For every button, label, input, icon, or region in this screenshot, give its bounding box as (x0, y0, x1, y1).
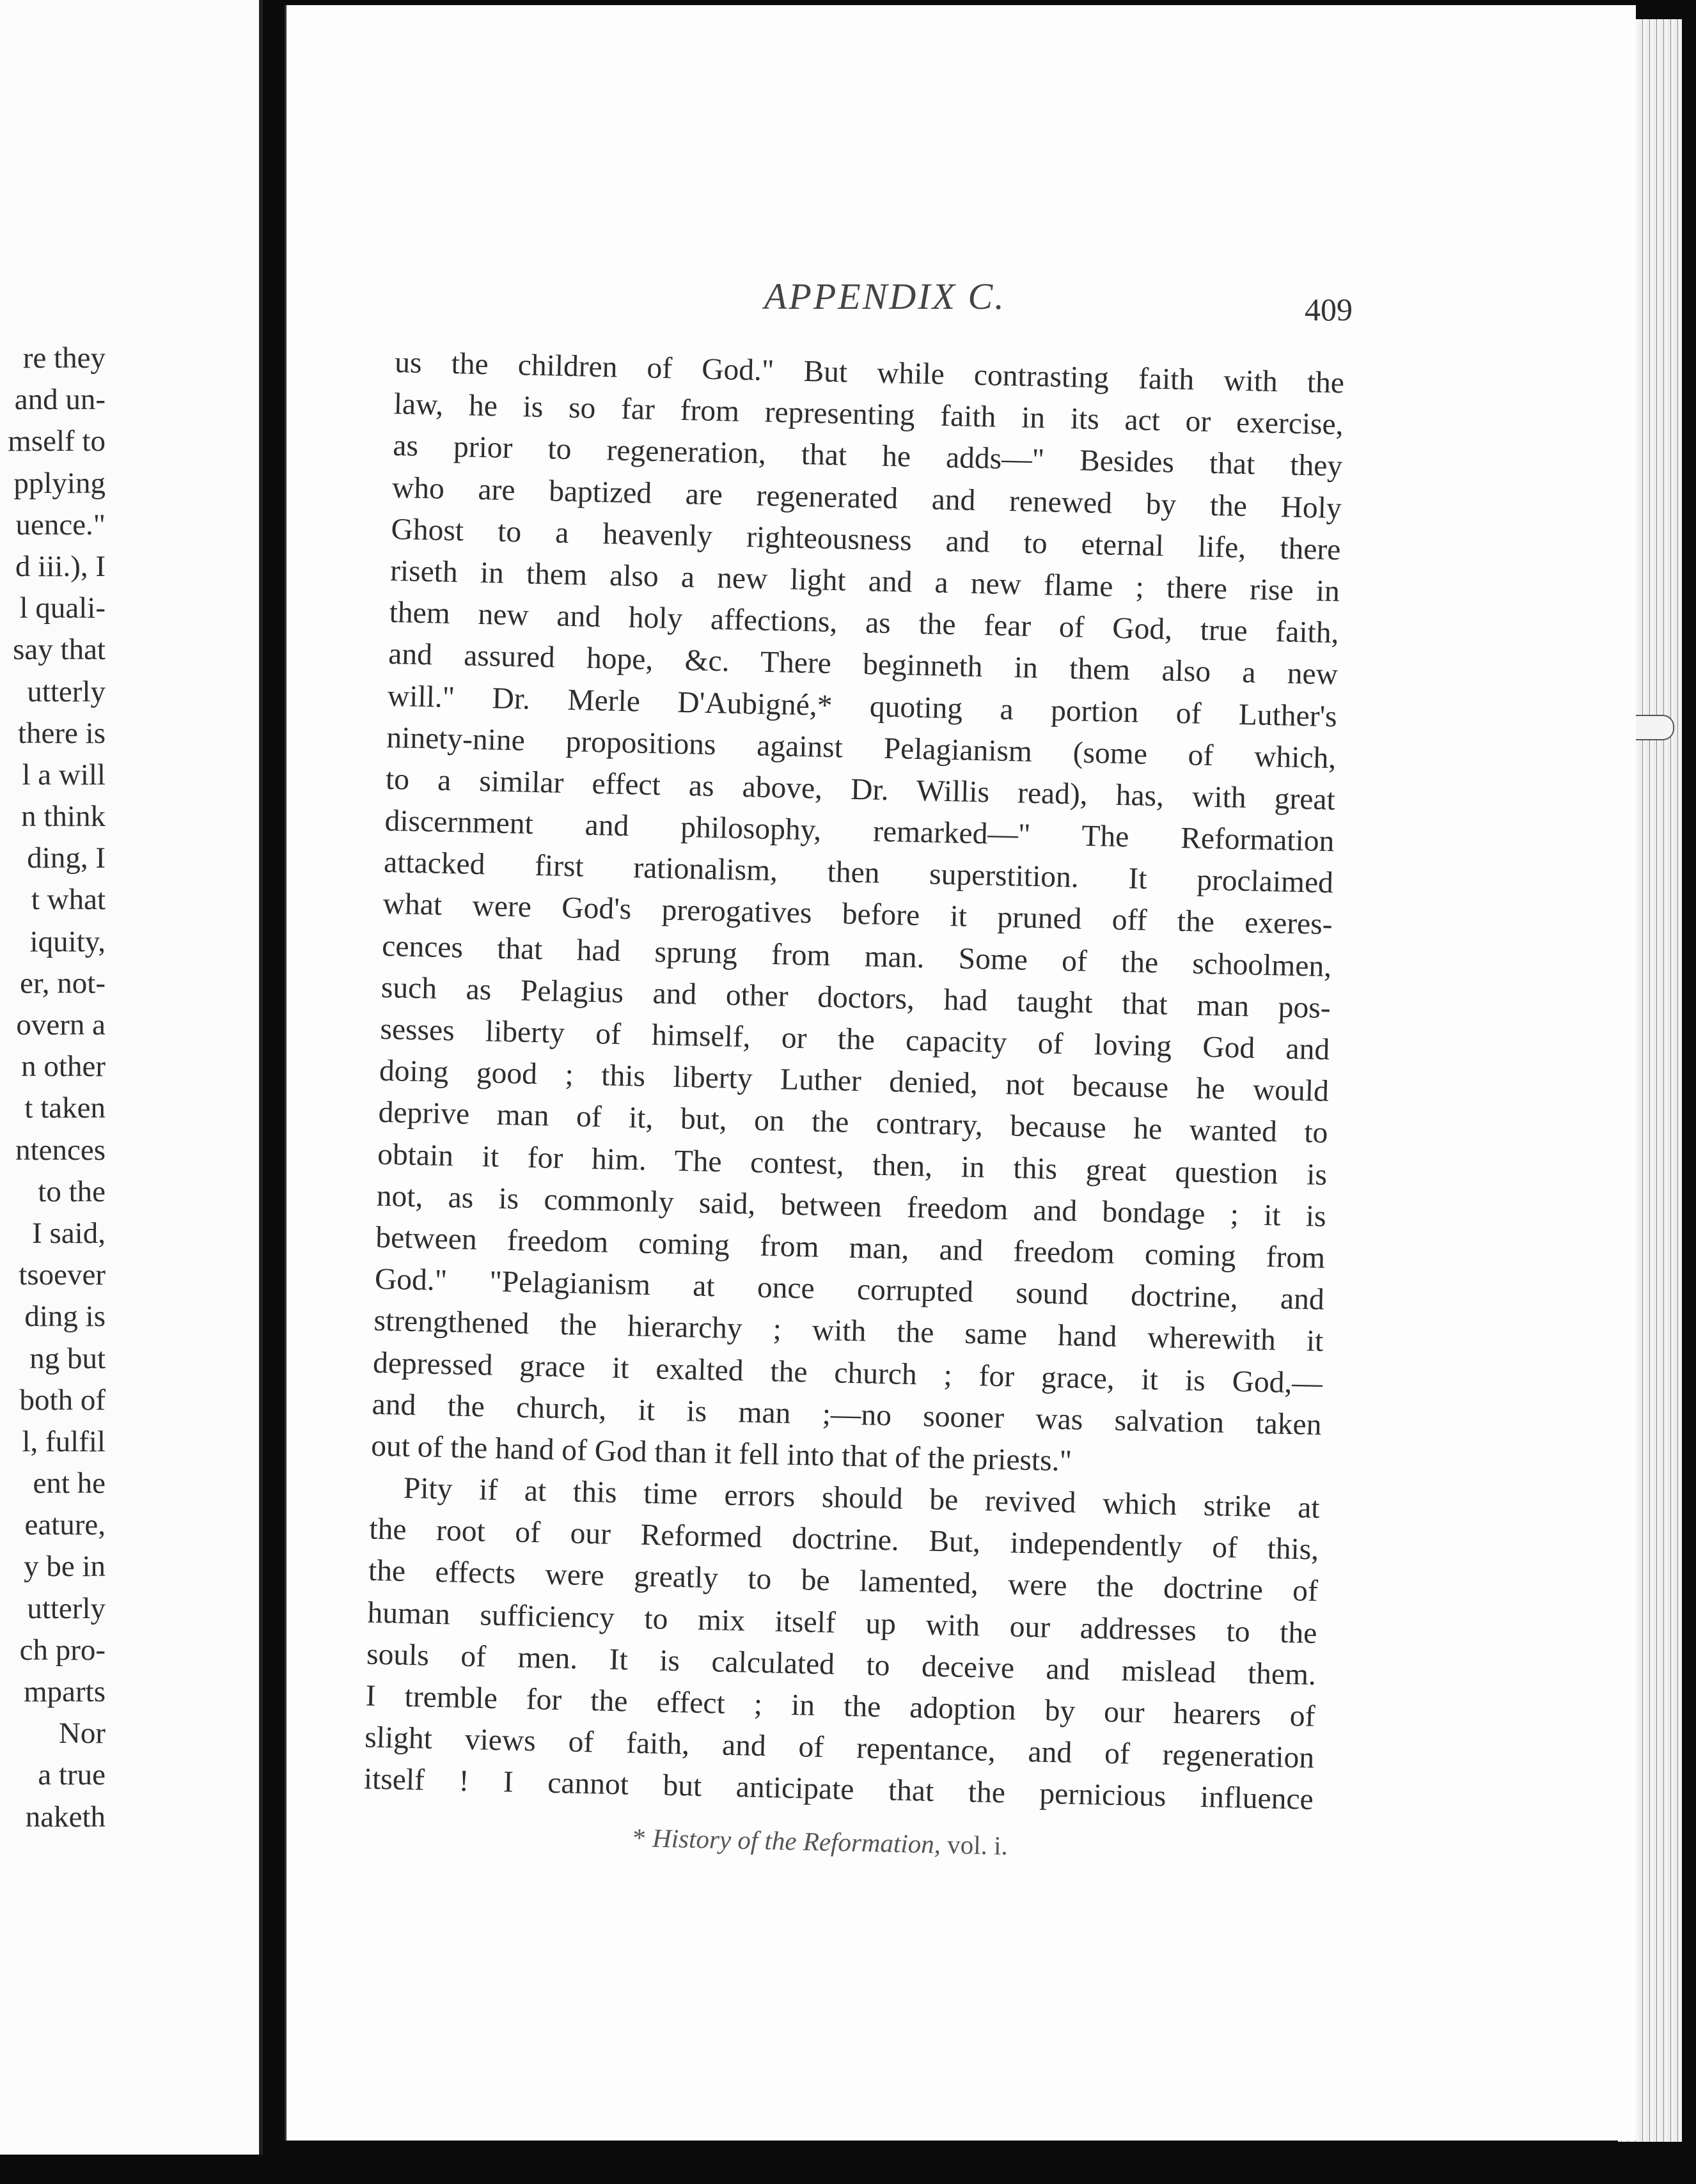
left-page-text (8, 338, 106, 1838)
left-line: l a will (22, 758, 106, 792)
left-line: re they (22, 341, 106, 375)
body-text (363, 342, 1344, 1821)
left-line: ent he (33, 1467, 106, 1501)
left-line: to the (38, 1174, 106, 1208)
left-line: n other (21, 1050, 106, 1084)
left-line: I said, (32, 1216, 106, 1250)
left-line: n think (21, 800, 106, 834)
text-line: doing good ; this liberty Luther denied, not because he would (379, 1054, 1330, 1109)
left-line: t what (31, 883, 106, 917)
text-line: God." "Pelagianism at once corrupted sound doctrine, and (374, 1262, 1325, 1317)
text-line: the effects were greatly to be lamented, were the doctrine of (368, 1554, 1319, 1609)
left-line: l, fulfil (22, 1424, 106, 1458)
text-line: itself ! I cannot but anticipate that the pernicious influence (363, 1762, 1314, 1817)
text-line: depressed grace it exalted the church ; for grace, it is God,— (372, 1346, 1323, 1400)
text-line: them new and holy affections, as the fear of God, true faith, (389, 596, 1339, 650)
left-line: Nor (58, 1717, 106, 1751)
text-line: deprive man of it, but, on the contrary, because he wanted to (378, 1096, 1328, 1150)
left-line: ng but (29, 1341, 106, 1375)
running-head: APPENDIX C. (764, 276, 1006, 317)
left-line: say that (13, 633, 106, 667)
text-line: not, as is commonly said, between freedom and bondage ; it is (376, 1179, 1327, 1233)
left-line: ding, I (27, 841, 106, 875)
text-line: us the children of God." But while contrasting faith with the (394, 345, 1345, 400)
text-line: as prior to regeneration, that he adds—" Besides that they (392, 429, 1343, 483)
text-line: who are baptized are regenerated and renewed by the Holy (391, 471, 1342, 525)
left-line: t taken (24, 1091, 106, 1125)
footnote-marker: * (632, 1822, 647, 1853)
left-line: iquity, (29, 924, 106, 958)
left-line: overn a (16, 1008, 106, 1041)
left-line: a true (38, 1758, 106, 1792)
page-number: 409 (1305, 292, 1353, 327)
left-line: y be in (24, 1550, 106, 1584)
left-line: l quali- (19, 591, 106, 625)
text-line: Ghost to a heavenly righteousness and to eternal life, there (391, 512, 1341, 567)
text-line: sesses liberty of himself, or the capacity of loving God and (379, 1012, 1330, 1067)
left-line: ntences (15, 1133, 106, 1167)
footnote-volume: vol. i. (946, 1829, 1009, 1860)
text-line: between freedom coming from man, and freedom coming from (375, 1221, 1326, 1275)
left-line: pplying (13, 466, 106, 500)
text-line: riseth in them also a new light and a new flame ; there rise in (389, 554, 1340, 609)
text-line: slight views of faith, and of repentance, and of regeneration (364, 1720, 1315, 1775)
text-line: will." Dr. Merle D'Aubigné,* quoting a portion of Luther's (387, 679, 1338, 733)
left-line: ch pro- (19, 1633, 106, 1667)
left-line: tsoever (19, 1258, 106, 1292)
text-line: and the church, it is man ;—no sooner was salvation taken (372, 1387, 1322, 1442)
text-line: cences that had sprung from man. Some of the schoolmen, (381, 929, 1332, 983)
text-line: and assured hope, &c. There beginneth in them also a new (388, 637, 1339, 692)
left-line: and un- (14, 383, 106, 417)
left-line: mparts (24, 1675, 106, 1708)
text-line: human sufficiency to mix itself up with our addresses to the (367, 1596, 1317, 1650)
text-line: to a similar effect as above, Dr. Willis read), has, with great (385, 762, 1336, 817)
left-line: utterly (27, 675, 106, 708)
text-line: I tremble for the effect ; in the adoption by our hearers of (365, 1679, 1316, 1733)
left-line: uence." (15, 508, 106, 542)
left-line: there is (17, 716, 106, 750)
text-line: strengthened the hierarchy ; with the same hand wherewith it (373, 1304, 1324, 1359)
text-line: souls of men. It is calculated to deceive and mislead them. (366, 1637, 1317, 1692)
left-line: utterly (27, 1591, 106, 1625)
text-line: attacked first rationalism, then superstition. It proclaimed (383, 846, 1334, 900)
left-line: naketh (25, 1800, 106, 1834)
left-line: d iii.), I (15, 549, 106, 583)
text-line: such as Pelagius and other doctors, had taught that man pos- (381, 971, 1331, 1025)
text-line: out of the hand of God than it fell into that of the priests." (370, 1429, 1072, 1478)
footnote-title: History of the Reformation, (652, 1823, 941, 1859)
left-line: er, not- (20, 966, 106, 1000)
left-line: eature, (24, 1508, 106, 1542)
text-line: obtain it for him. The contest, then, in this great question is (377, 1137, 1328, 1192)
left-page (0, 0, 263, 2155)
text-line: what were God's prerogatives before it pruned off the exeres- (382, 887, 1333, 942)
left-line: mself to (8, 425, 106, 458)
text-line: ninety-nine propositions against Pelagianism (some of which, (386, 721, 1337, 775)
text-line: law, he is so far from representing faith in its act or exercise, (393, 387, 1344, 442)
text-line: discernment and philosophy, remarked—" The Reformation (384, 804, 1335, 859)
left-line: ding is (24, 1300, 106, 1334)
text-line: the root of our Reformed doctrine. But, independently of this, (368, 1512, 1319, 1567)
text-line: Pity if at this time errors should be revived which strike at (403, 1471, 1321, 1525)
left-line: both of (19, 1383, 106, 1417)
